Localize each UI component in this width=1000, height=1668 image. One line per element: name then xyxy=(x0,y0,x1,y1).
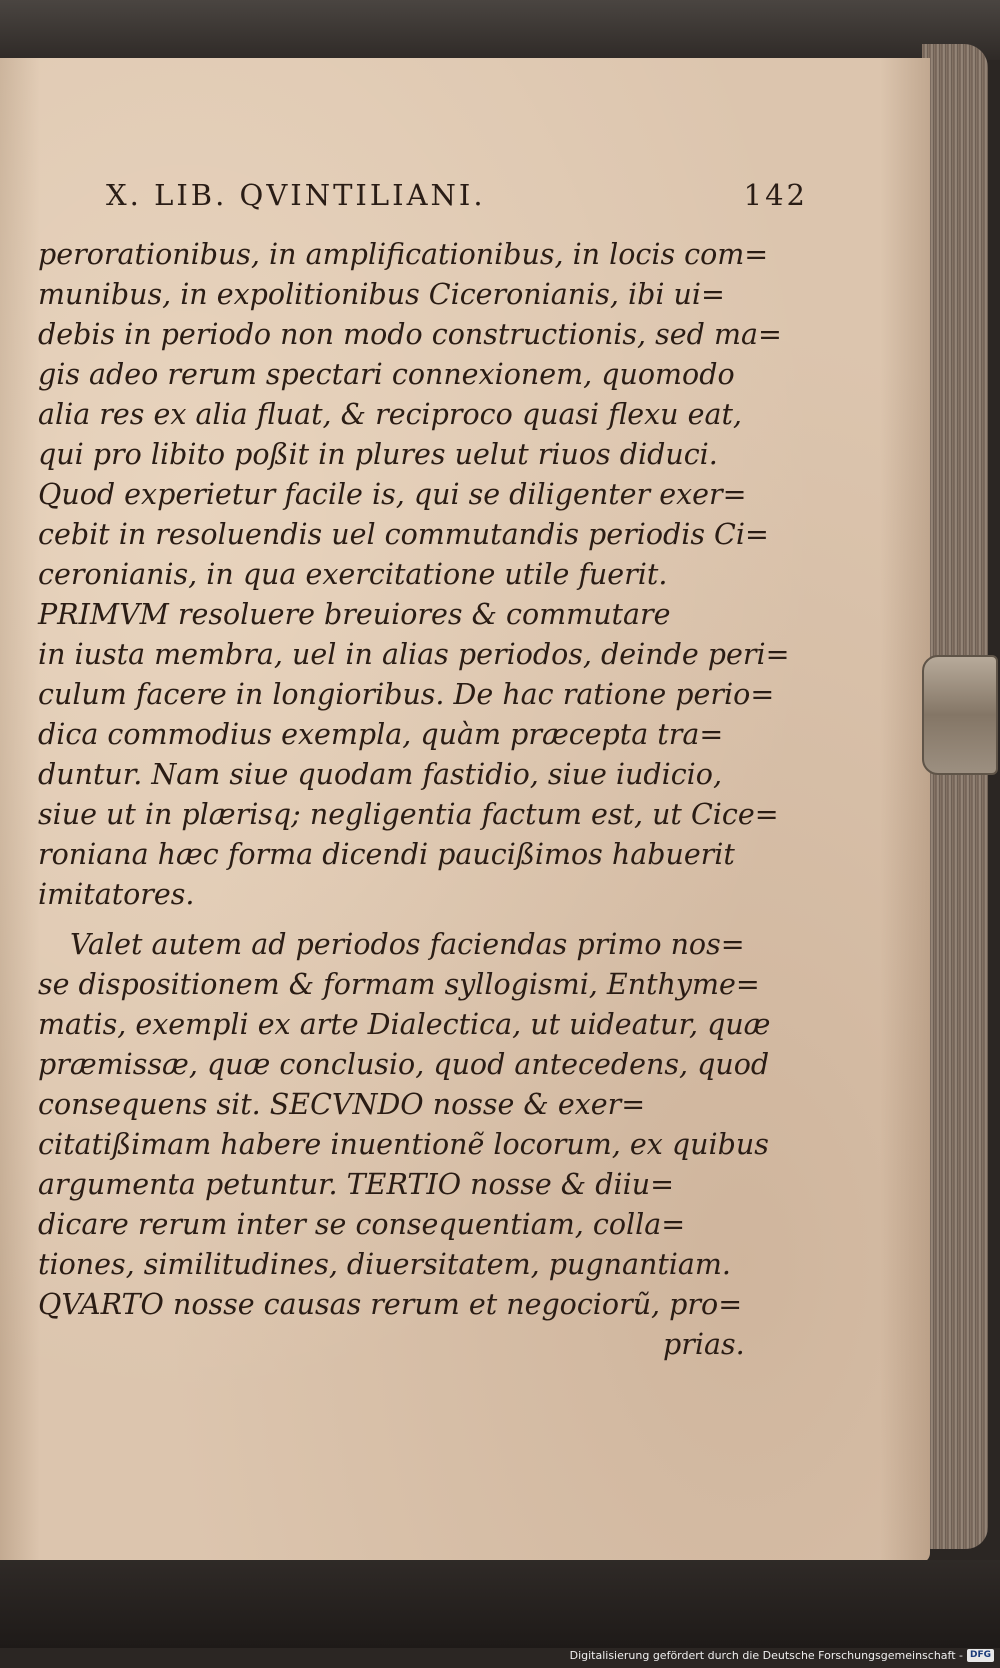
text-line: gis adeo rerum spectari connexionem, quomodo xyxy=(38,358,735,391)
book-page xyxy=(0,58,930,1563)
book-clasp xyxy=(922,655,998,775)
text-line: cebit in resoluendis uel commutandis periodis Ci= xyxy=(38,518,769,551)
text-line: imitatores. xyxy=(38,878,195,911)
catchword: prias. xyxy=(663,1328,745,1361)
text-line: culum facere in longioribus. De hac ratione perio= xyxy=(38,678,775,711)
text-line: qui pro libito poßit in plures uelut riuos diduci. xyxy=(38,438,718,471)
text-line: duntur. Nam siue quodam fastidio, siue iudicio, xyxy=(38,758,722,791)
text-line: siue ut in plærisq; negligentia factum est, ut Cice= xyxy=(38,798,779,831)
text-line: in iusta membra, uel in alias periodos, deinde peri= xyxy=(38,638,790,671)
text-line: præmissæ, quæ conclusio, quod antecedens, quod xyxy=(38,1048,770,1081)
text-line: PRIMVM resoluere breuiores & commutare xyxy=(38,598,671,631)
text-line: argumenta petuntur. TERTIO nosse & diiu= xyxy=(38,1168,674,1201)
text-line: se dispositionem & formam syllogismi, Enthyme= xyxy=(38,968,760,1001)
text-line: consequens sit. SECVNDO nosse & exer= xyxy=(38,1088,646,1121)
text-line: Quod experietur facile is, qui se diligenter exer= xyxy=(38,478,747,511)
header-title: X. LIB. QVINTILIANI. xyxy=(106,178,486,212)
text-line: matis, exempli ex arte Dialectica, ut uideatur, quæ xyxy=(38,1008,771,1041)
text-line: dica commodius exempla, quàm præcepta tra= xyxy=(38,718,724,751)
text-line: Valet autem ad periodos faciendas primo nos= xyxy=(70,928,745,961)
scan-background-top xyxy=(0,0,1000,60)
page-number: 142 xyxy=(743,178,808,212)
running-header xyxy=(106,178,808,218)
text-line: tiones, similitudines, diuersitatem, pugnantiam. xyxy=(38,1248,731,1281)
text-line: dicare rerum inter se consequentiam, colla= xyxy=(38,1208,686,1241)
credit-text: Digitalisierung gefördert durch die Deutsche Forschungsgemeinschaft - xyxy=(569,1649,963,1662)
text-line: alia res ex alia fluat, & reciproco quasi flexu eat, xyxy=(38,398,742,431)
text-line: roniana hæc forma dicendi paucißimos habuerit xyxy=(38,838,735,871)
text-line: debis in periodo non modo constructionis, sed ma= xyxy=(38,318,782,351)
text-line: munibus, in expolitionibus Ciceronianis, ibi ui= xyxy=(38,278,725,311)
scan-background-bottom xyxy=(0,1560,1000,1648)
text-line: ceronianis, in qua exercitatione utile fuerit. xyxy=(38,558,668,591)
digitization-credit xyxy=(570,1649,994,1662)
dfg-logo: DFG xyxy=(967,1649,994,1662)
text-line: citatißimam habere inuentionẽ locorum, ex quibus xyxy=(38,1128,769,1161)
book-page-edges xyxy=(922,44,988,1549)
text-line: perorationibus, in amplificationibus, in locis com= xyxy=(38,238,769,271)
text-line: QVARTO nosse causas rerum et negociorũ, pro= xyxy=(38,1288,743,1321)
